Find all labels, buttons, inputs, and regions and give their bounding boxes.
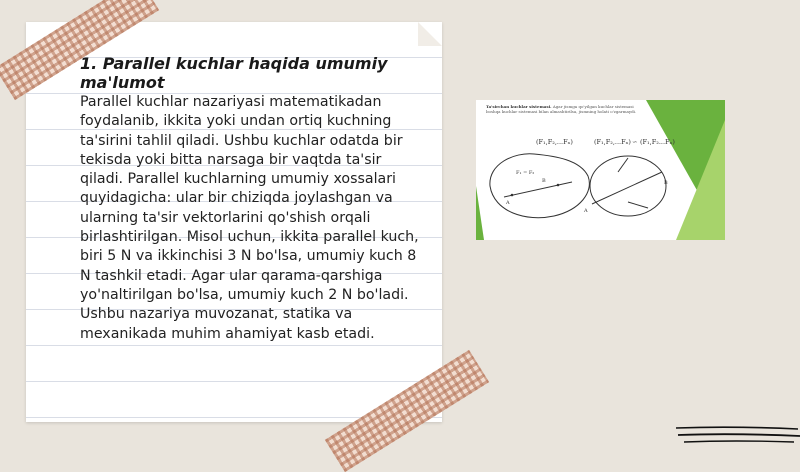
left-body-outline [490, 154, 589, 218]
left-force-label: F₁ = F₂ [516, 170, 535, 176]
right-force-upper [618, 158, 628, 172]
left-force-line [504, 182, 572, 197]
force-system-diagram [476, 100, 725, 240]
slide-body-text: Parallel kuchlar nazariyasi matematikadan foydalanib, ikkita yoki undan ortiq kuchning ta'sirini tahlil qiladi. Ushbu kuchlar odatda bir tekisda yoki bitta narsaga bir vaqtda ta'sir qiladi. Parallel kuchlarning umumiy xossalari quyidagicha: ular bir chiziqda joylashgan va ularning ta'sir vektorlarini qo'shish orqali birlashtirilgan. Misol uchun, ikkita parallel kuch, biri 5 N va ikkinchisi 3 N bo'lsa, umumiy kuch 8 N tashkil etadi. Agar ular qarama-qarshiga yo'naltirilgan bo'lsa, umumiy kuch 2 N bo'ladi. Ushbu nazariya muvozanat, statika va mexanikada muhim ahamiyat kasb etadi. [80, 94, 419, 342]
figure-caption-rest: Agar jismga qo'yilgan kuchlar sistemasi boshqa kuchlar sistemasi bilan almashtirilsa, jismning holati o'zgarmaydi. [486, 104, 637, 114]
force-system-figure [476, 100, 725, 240]
right-label-b: B [664, 180, 668, 186]
right-formula-eq: ∽ [632, 138, 638, 146]
right-force-line [592, 172, 662, 204]
left-point-b [557, 184, 560, 187]
left-label-b: B [542, 178, 546, 184]
right-formula-b: (F₁,F₂...Fₙ) [640, 138, 675, 146]
figure-caption [486, 104, 646, 114]
slide-title: 1. Parallel kuchlar haqida umumiy ma'lumot [80, 54, 388, 92]
right-label-a: A [584, 208, 588, 214]
decorative-brush-lines [674, 424, 800, 446]
left-formula: (F₁,F₂,...Fₙ) [536, 138, 573, 146]
left-label-a: A [506, 200, 510, 206]
right-force-lower [628, 202, 648, 208]
right-body-outline [590, 156, 666, 216]
right-formula-a: (F₁,F₂,...Fₙ) [594, 138, 631, 146]
green-accent-left [476, 186, 484, 240]
left-point-a [511, 194, 514, 197]
figure-caption-bold: Ta'sirchan kuchlar sistemasi. [486, 104, 552, 109]
